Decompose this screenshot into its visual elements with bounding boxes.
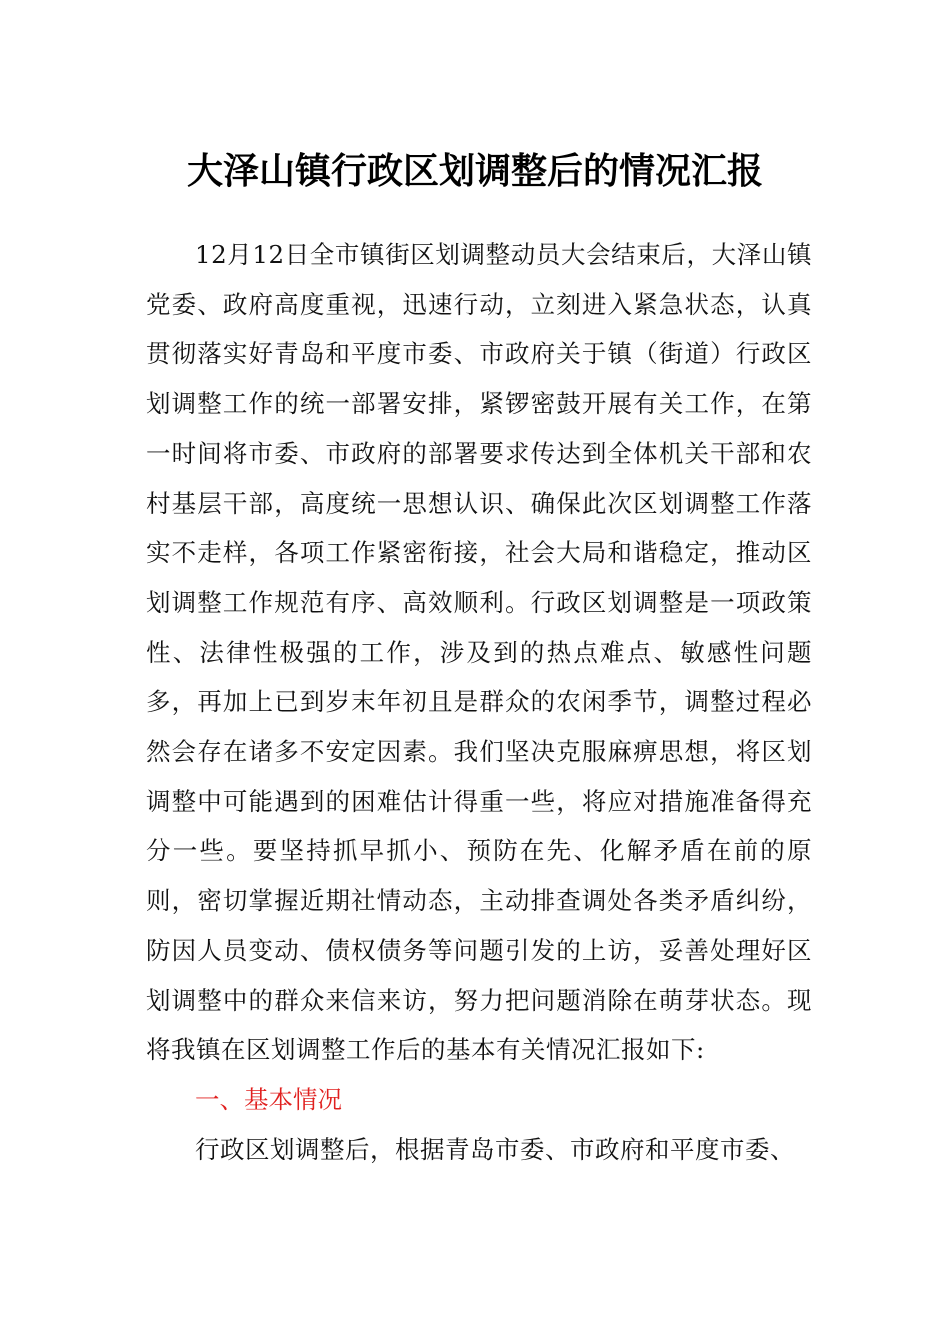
section-heading: 一、基本情况	[195, 1084, 342, 1114]
section-paragraph: 行政区划调整后，根据青岛市委、市政府和平度市委、	[195, 1134, 795, 1164]
document-body	[146, 230, 812, 1174]
body-paragraph: 12月12日全市镇街区划调整动员大会结束后，大泽山镇党委、政府高度重视，迅速行动，立刻进入紧急状态，认真贯彻落实好青岛和平度市委、市政府关于镇（街道）行政区划调整工作的统一部署安排，紧锣密鼓开展有关工作，在第一时间将市委、市政府的部署要求传达到全体机关干部和农村基层干部，高度统一思想认识、确保此次区划调整工作落实不走样，各项工作紧密衔接，社会大局和谐稳定，推动区划调整工作规范有序、高效顺利。行政区划调整是一项政策性、法律性极强的工作，涉及到的热点难点、敏感性问题多，再加上已到岁末年初且是群众的农闲季节，调整过程必然会存在诸多不安定因素。我们坚决克服麻痹思想，将区划调整中可能遇到的困难估计得重一些，将应对措施准备得充分一些。要坚持抓早抓小、预防在先、化解矛盾在前的原则，密切掌握近期社情动态，主动排查调处各类矛盾纠纷，防因人员变动、债权债务等问题引发的上访，妥善处理好区划调整中的群众来信来访，努力把问题消除在萌芽状态。现将我镇在区划调整工作后的基本有关情况汇报如下:	[146, 240, 812, 1065]
document-title: 大泽山镇行政区划调整后的情况汇报	[186, 151, 763, 192]
